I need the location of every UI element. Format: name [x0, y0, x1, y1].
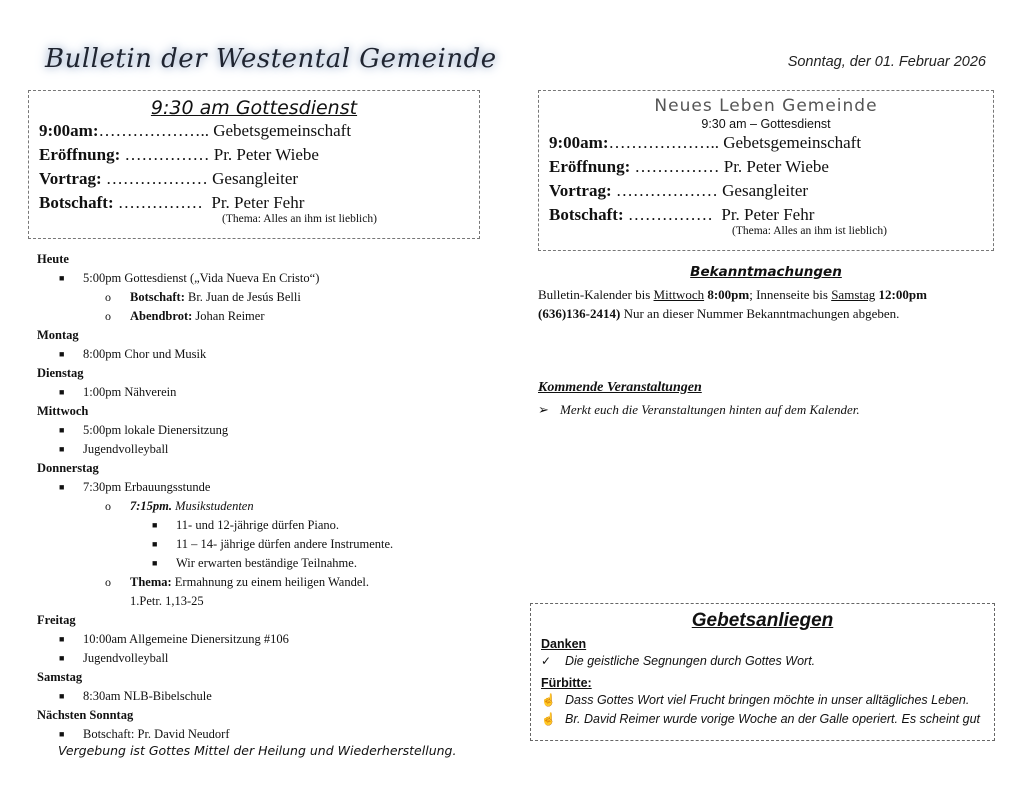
ann-time: 8:00pm	[704, 287, 750, 302]
item-text: 11- und 12-jährige dürfen Piano.	[176, 518, 340, 532]
day-heading: Samstag	[37, 670, 83, 684]
row-dots: ………………..	[98, 121, 209, 140]
list-item	[37, 535, 507, 554]
service-row	[29, 167, 479, 191]
square-bullet-icon: ■	[59, 425, 65, 435]
list-item	[37, 497, 507, 516]
list-item	[37, 573, 507, 592]
weekly-schedule	[37, 250, 507, 744]
day-heading: Montag	[37, 328, 79, 342]
row-label: Vortrag:	[39, 169, 102, 188]
service-note: (Thema: Alles an ihm ist lieblich)	[732, 225, 887, 237]
ann-part: Nur an dieser Nummer Bekanntmachungen abgeben.	[620, 306, 900, 321]
list-item	[37, 383, 507, 402]
row-dots: ……………	[627, 205, 713, 224]
service-row	[29, 191, 479, 215]
row-value: Pr. Peter Wiebe	[723, 157, 829, 176]
item-text: 7:30pm Erbauungsstunde	[83, 480, 211, 494]
main-service-title: 9:30 am Gottesdienst	[150, 97, 358, 119]
row-value: Gesangleiter	[722, 181, 809, 200]
neues-leben-subtitle: 9:30 am – Gottesdienst	[701, 117, 831, 131]
square-bullet-icon: ■	[152, 539, 158, 549]
list-item	[37, 687, 507, 706]
item-label: Botschaft:	[130, 290, 185, 304]
list-item	[37, 516, 507, 535]
ann-part: ; Innenseite bis	[749, 287, 832, 302]
list-item	[37, 345, 507, 364]
checkmark-icon: ✓	[541, 654, 552, 668]
row-value: Pr. Peter Fehr	[721, 205, 815, 224]
item-label: Abendbrot:	[130, 309, 193, 323]
square-bullet-icon: ■	[59, 349, 65, 359]
item-text: Jugendvolleyball	[83, 651, 169, 665]
list-item	[37, 269, 507, 288]
day-heading: Freitag	[37, 613, 76, 627]
circle-bullet-icon: o	[105, 290, 111, 304]
list-item	[531, 652, 994, 671]
row-dots: ………………	[615, 181, 718, 200]
item-text: 8:00pm Chor und Musik	[83, 347, 207, 361]
day-heading: Nächsten Sonntag	[37, 708, 134, 722]
ann-part: Bulletin-Kalender bis	[538, 287, 654, 302]
item-text: Br. Juan de Jesús Belli	[184, 290, 301, 304]
service-note: (Thema: Alles an ihm ist lieblich)	[222, 213, 377, 225]
day-heading: Heute	[37, 252, 69, 266]
square-bullet-icon: ■	[59, 691, 65, 701]
prayer-requests-box	[530, 603, 995, 741]
item-text: Johan Reimer	[192, 309, 265, 323]
item-text: Musikstudenten	[172, 499, 254, 513]
square-bullet-icon: ■	[152, 558, 158, 568]
bulletin-date: Sonntag, der 01. Februar 2026	[787, 54, 986, 70]
row-label: Botschaft:	[39, 193, 114, 212]
circle-bullet-icon: o	[105, 309, 111, 323]
row-label: Vortrag:	[549, 181, 612, 200]
list-item	[37, 554, 507, 573]
row-dots: ……………	[634, 157, 720, 176]
square-bullet-icon: ■	[59, 729, 65, 739]
footer-quote: Vergebung ist Gottes Mittel der Heilung und Wiederherstellung.	[58, 743, 457, 758]
row-dots: ………………..	[608, 133, 719, 152]
square-bullet-icon: ■	[59, 653, 65, 663]
row-dots: ……………	[124, 145, 210, 164]
item-text: 5:00pm Gottesdienst („Vida Nueva En Cristo“)	[83, 271, 320, 285]
ann-day: Mittwoch	[653, 287, 705, 302]
item-text: Dass Gottes Wort viel Frucht bringen möchte in unser alltägliches Leben.	[565, 693, 970, 707]
row-label: Eröffnung:	[549, 157, 631, 176]
service-row	[539, 155, 993, 179]
scripture-reference: 1.Petr. 1,13-25	[130, 594, 204, 608]
row-value: Gebetsgemeinschaft	[723, 133, 862, 152]
service-row	[29, 143, 479, 167]
service-row	[29, 119, 479, 143]
neues-leben-service-box	[538, 90, 994, 251]
item-text: 1:00pm Nähverein	[83, 385, 177, 399]
square-bullet-icon: ■	[152, 520, 158, 530]
prayer-title: Gebetsanliegen	[691, 610, 834, 631]
item-text: Die geistliche Segnungen durch Gottes Wort.	[565, 654, 816, 668]
item-text: Merkt euch die Veranstaltungen hinten auf dem Kalender.	[560, 402, 860, 417]
announcements-text	[538, 285, 994, 323]
ann-day: Samstag	[831, 287, 876, 302]
neues-leben-title: Neues Leben Gemeinde	[654, 96, 878, 116]
row-dots: ………………	[105, 169, 208, 188]
list-item	[37, 288, 507, 307]
item-text: Jugendvolleyball	[83, 442, 169, 456]
square-bullet-icon: ■	[59, 634, 65, 644]
service-row	[539, 131, 993, 155]
events-heading: Kommende Veranstaltungen	[538, 380, 702, 395]
square-bullet-icon: ■	[59, 444, 65, 454]
list-item	[531, 710, 994, 729]
square-bullet-icon: ■	[59, 273, 65, 283]
bulletin-title: Bulletin der Westental Gemeinde	[45, 44, 497, 74]
announcements-heading: Bekanntmachungen	[690, 264, 842, 280]
intercession-label: Fürbitte:	[541, 676, 592, 690]
day-heading: Dienstag	[37, 366, 84, 380]
main-service-box	[28, 90, 480, 239]
item-time: 7:15pm.	[130, 499, 173, 513]
events-item	[538, 402, 860, 418]
row-value: Gebetsgemeinschaft	[213, 121, 352, 140]
list-item	[37, 649, 507, 668]
row-label: 9:00am:	[549, 133, 609, 152]
square-bullet-icon: ■	[59, 387, 65, 397]
ann-time: 12:00pm	[875, 287, 927, 302]
list-item	[37, 421, 507, 440]
row-dots: ……………	[117, 193, 203, 212]
item-text: Wir erwarten beständige Teilnahme.	[176, 556, 357, 570]
list-item	[37, 630, 507, 649]
service-row	[539, 203, 993, 227]
day-heading: Donnerstag	[37, 461, 99, 475]
item-text: 11 – 14- jährige dürfen andere Instrumente.	[176, 537, 394, 551]
square-bullet-icon: ■	[59, 482, 65, 492]
list-item	[37, 478, 507, 497]
service-row	[539, 179, 993, 203]
praying-hand-icon: ☝	[541, 693, 556, 707]
row-value: Pr. Peter Fehr	[211, 193, 305, 212]
item-text: Br. David Reimer wurde vorige Woche an der Galle operiert. Es scheint gut	[565, 712, 980, 726]
praying-hand-icon: ☝	[541, 712, 556, 726]
item-text: 8:30am NLB-Bibelschule	[83, 689, 212, 703]
row-value: Gesangleiter	[212, 169, 299, 188]
arrow-bullet-icon: ➢	[538, 402, 549, 417]
list-item	[37, 307, 507, 326]
circle-bullet-icon: o	[105, 499, 111, 513]
row-label: Eröffnung:	[39, 145, 121, 164]
row-label: Botschaft:	[549, 205, 624, 224]
list-item	[531, 691, 994, 710]
circle-bullet-icon: o	[105, 575, 111, 589]
item-label: Thema:	[130, 575, 172, 589]
day-heading: Mittwoch	[37, 404, 89, 418]
row-value: Pr. Peter Wiebe	[213, 145, 319, 164]
item-text: Ermahnung zu einem heiligen Wandel.	[171, 575, 369, 589]
row-label: 9:00am:	[39, 121, 99, 140]
list-item	[37, 725, 507, 744]
list-item	[37, 440, 507, 459]
ann-phone: (636)136-2414)	[538, 306, 621, 321]
item-text: 5:00pm lokale Dienersitzung	[83, 423, 229, 437]
thanks-label: Danken	[541, 637, 587, 651]
item-text: 10:00am Allgemeine Dienersitzung #106	[83, 632, 289, 646]
item-text: Botschaft: Pr. David Neudorf	[83, 727, 230, 741]
